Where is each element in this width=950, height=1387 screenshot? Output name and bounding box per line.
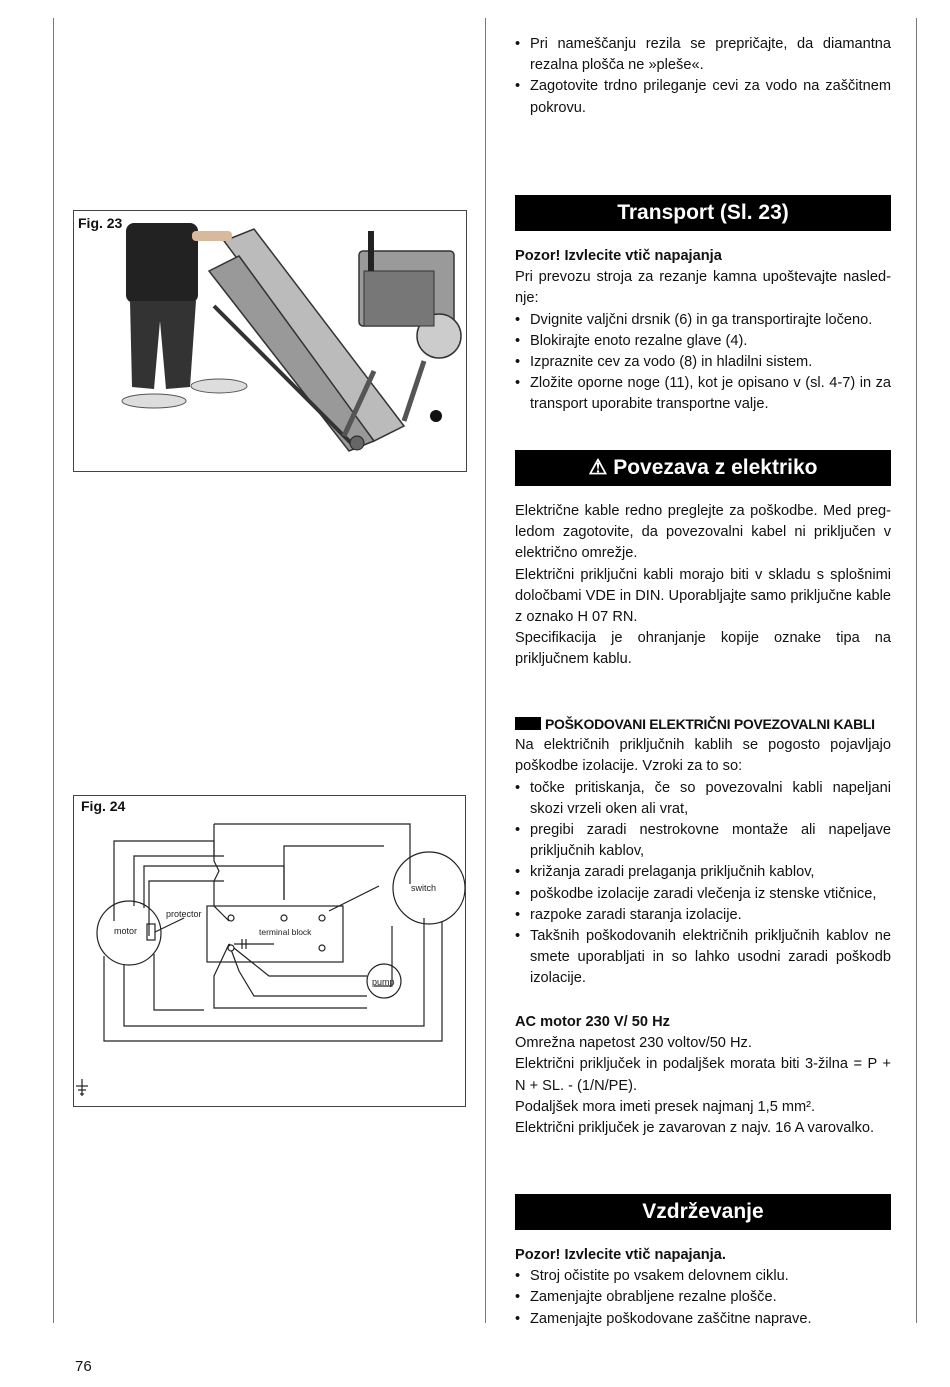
protector-label: protector xyxy=(166,909,202,919)
list-item: • Zamenjajte obrabljene rezalne plošče. xyxy=(515,1287,891,1308)
damaged-cables-section xyxy=(515,714,891,990)
wiring-diagram xyxy=(74,796,465,1106)
electric-paragraph-3: Specifikacija je ohranjanje kopije oznake tipa na priključnem kablu. xyxy=(515,630,891,668)
list-item: • Izpraznite cev za vodo (8) in hladilni sistem. xyxy=(515,352,891,373)
damaged-cables-heading-text: POŠKODOVANI ELEKTRIČNI POVEZOVALNI KABLI xyxy=(545,716,875,732)
list-item: • Zagotovite trdno prileganje cevi za vodo na zaščitnem pokrovu. xyxy=(515,76,891,118)
terminal-block-label: terminal block xyxy=(259,927,312,937)
maintenance-heading: Vzdrževanje xyxy=(515,1194,891,1230)
electric-section xyxy=(515,501,891,671)
list-item: • Blokirajte enoto rezalne glave (4). xyxy=(515,331,891,352)
motor-label: motor xyxy=(114,926,138,936)
right-margin-rule xyxy=(916,18,917,1323)
center-rule xyxy=(485,18,486,1323)
motor-line: Električni priključek in podaljšek morata biti 3-žilna = P + N + SL. - (1/N/PE). xyxy=(515,1056,891,1094)
figure-23-label: Fig. 23 xyxy=(78,215,123,231)
heading-marker xyxy=(515,717,541,730)
motor-line: Podaljšek mora imeti presek najmanj 1,5 mm². xyxy=(515,1098,816,1115)
transport-heading: Transport (Sl. 23) xyxy=(515,195,891,231)
transport-illustration xyxy=(74,211,466,471)
damaged-cables-intro: Na električnih priključnih kablih se pogosto pojavljajo poškodbe izolacije. Vzroki za to so: xyxy=(515,737,891,775)
transport-section xyxy=(515,246,891,416)
warning-icon: ⚠ xyxy=(588,456,608,479)
top-bullets xyxy=(515,34,891,119)
list-item: • Zamenjajte poškodovane zaščitne naprave. xyxy=(515,1309,891,1330)
electric-heading-text: Povezava z elektriko xyxy=(613,456,818,479)
list-item: • Stroj očistite po vsakem delovnem ciklu. xyxy=(515,1266,891,1287)
list-item: • križanja zaradi prelaganja priključnih kablov, xyxy=(515,862,891,883)
page-number: 76 xyxy=(75,1358,92,1375)
figure-23 xyxy=(73,210,467,472)
list-item: • Takšnih poškodovanih električnih priključnih kablov ne smete uporabljati in so lahko usodni zaradi poškodb izolacije. xyxy=(515,926,891,990)
list-item: • pregibi zaradi nestrokovne montaže ali napeljave priključnih kablov, xyxy=(515,820,891,862)
pump-label: pump xyxy=(372,977,395,987)
left-margin-rule xyxy=(53,18,54,1323)
motor-heading: AC motor 230 V/ 50 Hz xyxy=(515,1014,670,1030)
list-item: • Pri nameščanju rezila se prepričajte, da diamantna rezalna plošča ne »pleše«. xyxy=(515,34,891,76)
electric-paragraph-2: Električni priključni kabli morajo biti v skladu s splošnimi določbami VDE in DIN. Uporabljajte samo priključne kable z oznako H 07 RN. xyxy=(515,566,891,626)
figure-24 xyxy=(73,795,466,1107)
list-item: • Zložite oporne noge (11), kot je opisano v (sl. 4-7) in za transport uporabite transportne valje. xyxy=(515,373,891,415)
list-item: • razpoke zaradi staranja izolacije. xyxy=(515,905,891,926)
list-item: • točke pritiskanja, če so povezovalni kabli napeljani skozi vrzeli oken ali vrat, xyxy=(515,778,891,820)
transport-intro: Pri prevozu stroja za rezanje kamna upoštevajte naslednje: xyxy=(515,269,891,307)
motor-section xyxy=(515,1012,891,1139)
list-item: • Dvignite valjčni drsnik (6) in ga transportirajte ločeno. xyxy=(515,310,891,331)
list-item: • poškodbe izolacije zaradi vlečenja iz stenske vtičnice, xyxy=(515,884,891,905)
figure-24-label: Fig. 24 xyxy=(81,798,126,814)
switch-label: switch xyxy=(411,883,437,893)
electric-paragraph-1: Električne kable redno preglejte za poškodbe. Med pregledom zagotovite, da povezovalni kabel ni priključen v električno omrežje. xyxy=(515,503,891,562)
motor-line: Omrežna napetost 230 voltov/50 Hz. xyxy=(515,1035,752,1052)
transport-warning: Pozor! Izvlecite vtič napajanja xyxy=(515,248,722,264)
damaged-cables-heading xyxy=(515,714,891,735)
maintenance-warning: Pozor! Izvlecite vtič napajanja. xyxy=(515,1247,726,1263)
maintenance-section xyxy=(515,1245,891,1330)
electric-heading xyxy=(515,450,891,486)
motor-line: Električni priključek je zavarovan z najv. 16 A varovalko. xyxy=(515,1120,875,1137)
